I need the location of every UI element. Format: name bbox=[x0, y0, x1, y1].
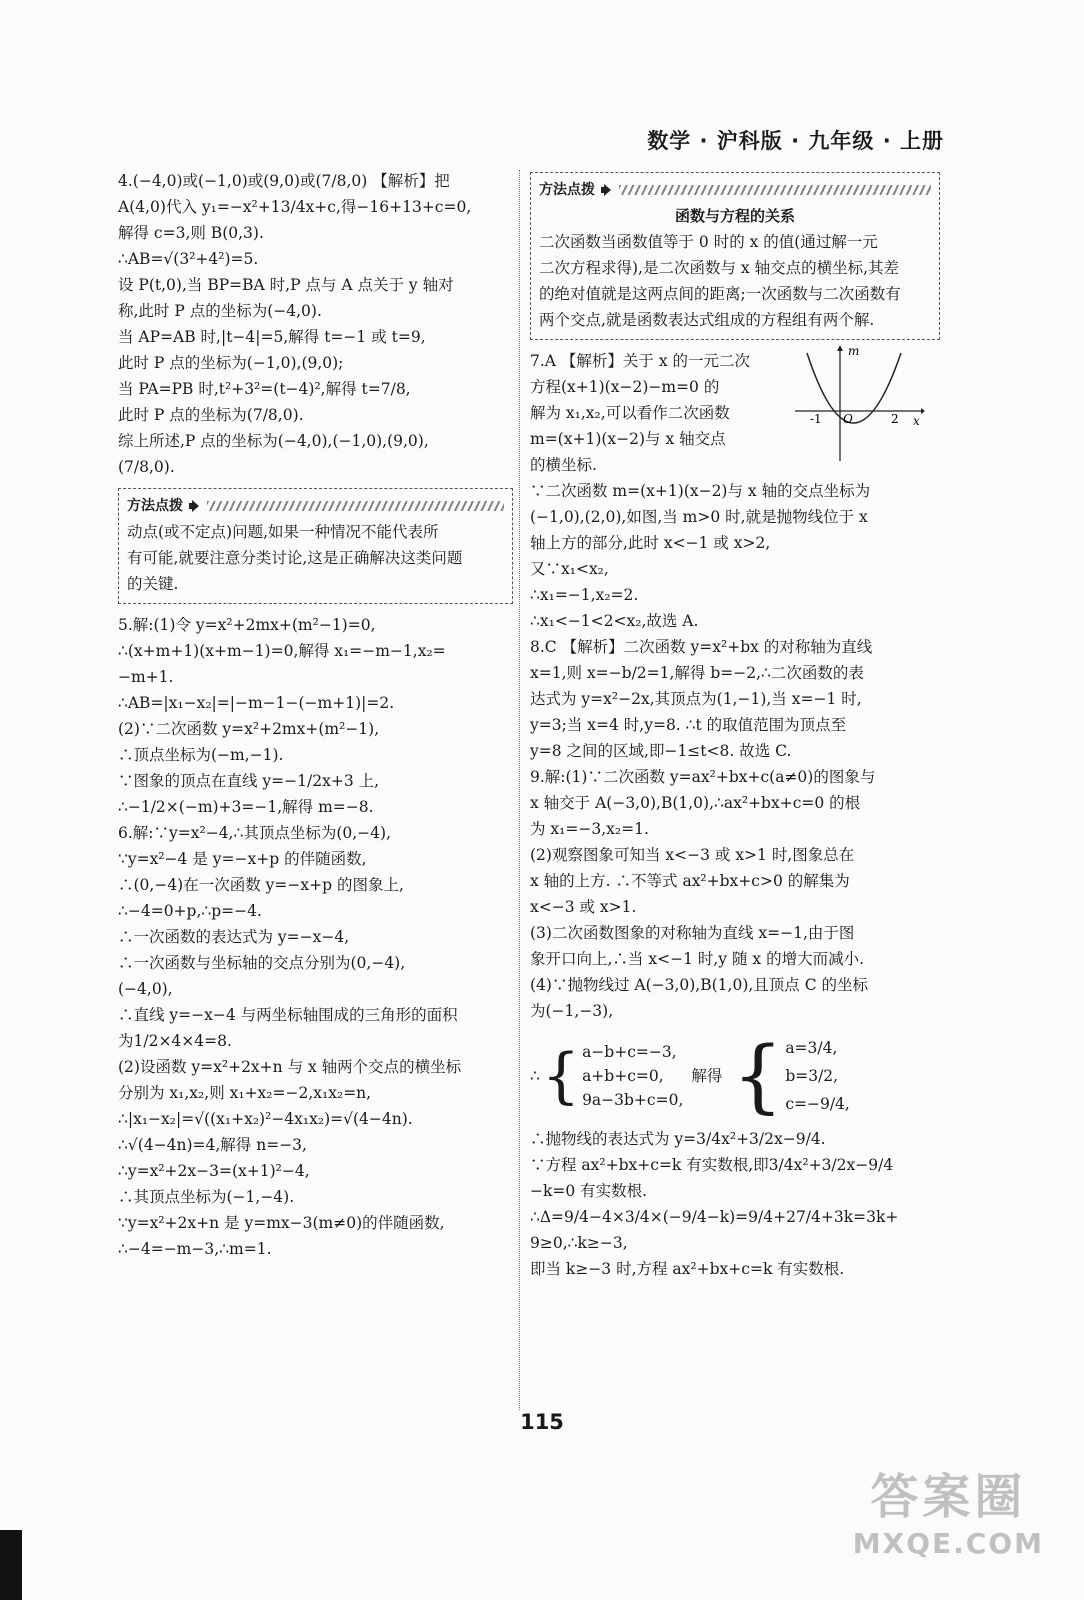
text-line: 4.(−4,0)或(−1,0)或(9,0)或(7/8,0) 【解析】把 bbox=[118, 172, 450, 190]
left-answers-b bbox=[118, 612, 513, 1262]
watermark-logo bbox=[853, 1458, 1044, 1560]
text-line: 综上所述,P 点的坐标为(−4,0),(−1,0),(9,0), bbox=[118, 432, 429, 450]
tip-rule bbox=[207, 501, 504, 511]
text-line: 的关键. bbox=[127, 575, 179, 593]
text-line: ∵y=x²−4 是 y=−x+p 的伴随函数, bbox=[118, 850, 367, 868]
text-line: b=3/2, bbox=[785, 1067, 839, 1085]
text-line: ∴−4=−m−3,∴m=1. bbox=[118, 1240, 272, 1258]
text-line: y=3;当 x=4 时,y=8. ∴t 的取值范围为顶点至 bbox=[530, 716, 847, 734]
text-line: x<−3 或 x>1. bbox=[530, 898, 637, 916]
text-line: x 轴的上方. ∴不等式 ax²+bx+c>0 的解集为 bbox=[530, 872, 850, 890]
left-answers-a bbox=[118, 168, 513, 480]
text-line: 轴上方的部分,此时 x<−1 或 x>2, bbox=[530, 534, 771, 552]
text-line: ∴√(4−4n)=4,解得 n=−3, bbox=[118, 1136, 307, 1154]
text-line: 5.解:(1)令 y=x²+2mx+(m²−1)=0, bbox=[118, 616, 376, 634]
page-binding-edge bbox=[0, 1530, 22, 1600]
left-column bbox=[118, 168, 513, 1262]
x-axis-arrow bbox=[921, 408, 925, 414]
equation-system: ∴ { a−b+c=−3, a+b+c=0, 9a−3b+c=0, 解得 { a=3/4, b=3/2, c=−9/4, bbox=[530, 1029, 850, 1122]
text-line: 的绝对值就是这两点间的距离;一次函数与二次函数有 bbox=[539, 285, 901, 303]
method-tip-box-2 bbox=[530, 172, 940, 340]
text-line: 9≥0,∴k≥−3, bbox=[530, 1234, 628, 1252]
text-line: a+b+c=0, bbox=[582, 1067, 664, 1085]
text-line: ∴(0,−4)在一次函数 y=−x+p 的图象上, bbox=[118, 876, 404, 894]
page-number: 115 bbox=[520, 1410, 564, 1434]
text-line: 9a−3b+c=0, bbox=[582, 1091, 684, 1109]
text-line: 8.C 【解析】二次函数 y=x²+bx 的对称轴为直线 bbox=[530, 638, 873, 656]
solve-label: 解得 bbox=[691, 1067, 723, 1085]
tip-title: 方法点拨 bbox=[127, 498, 183, 514]
text-line: 的横坐标. bbox=[530, 456, 597, 474]
text-line: c=−9/4, bbox=[785, 1095, 850, 1113]
text-line: (2)设函数 y=x²+2x+n 与 x 轴两个交点的横坐标 bbox=[118, 1058, 462, 1076]
text-line: (4)∵抛物线过 A(−3,0),B(1,0),且顶点 C 的坐标 bbox=[530, 976, 869, 994]
text-line: y=8 之间的区域,即−1≤t<8. 故选 C. bbox=[530, 742, 792, 760]
text-line: (−4,0), bbox=[118, 980, 173, 998]
text-line: 达式为 y=x²−2x,其顶点为(1,−1),当 x=−1 时, bbox=[530, 690, 862, 708]
tip-text bbox=[127, 519, 504, 597]
text-line: 二次方程求得),是二次函数与 x 轴交点的横坐标,其差 bbox=[539, 259, 899, 277]
text-line: 两个交点,就是函数表达式组成的方程组有两个解. bbox=[539, 311, 875, 329]
text-line: 为1/2×4×4=8. bbox=[118, 1032, 232, 1050]
tip-rule bbox=[619, 185, 931, 195]
text-line: 称,此时 P 点的坐标为(−4,0). bbox=[118, 302, 322, 320]
text-line: 又∵x₁<x₂, bbox=[530, 560, 609, 578]
text-line: ∴−1/2×(−m)+3=−1,解得 m=−8. bbox=[118, 798, 374, 816]
tip-heading: 函数与方程的关系 bbox=[674, 207, 795, 225]
text-line: 即当 k≥−3 时,方程 ax²+bx+c=k 有实数根. bbox=[530, 1260, 845, 1278]
watermark-text: 答案圈 bbox=[870, 1469, 1027, 1525]
text-line: ∴顶点坐标为(−m,−1). bbox=[118, 746, 284, 764]
watermark-url: MXQE.COM bbox=[852, 1527, 1044, 1560]
text-line: 分别为 x₁,x₂,则 x₁+x₂=−2,x₁x₂=n, bbox=[118, 1084, 372, 1102]
text-line: ∵y=x²+2x+n 是 y=mx−3(m≠0)的伴随函数, bbox=[118, 1214, 445, 1232]
text-line: ∴(x+m+1)(x+m−1)=0,解得 x₁=−m−1,x₂= bbox=[118, 642, 446, 660]
text-line: 设 P(t,0),当 BP=BA 时,P 点与 A 点关于 y 轴对 bbox=[118, 276, 454, 294]
text-line: 二次函数当函数值等于 0 时的 x 的值(通过解一元 bbox=[539, 233, 878, 251]
text-line: ∴一次函数与坐标轴的交点分别为(0,−4), bbox=[118, 954, 406, 972]
text-line: a−b+c=−3, bbox=[582, 1043, 677, 1061]
text-line: 有可能,就要注意分类讨论,这是正确解决这类问题 bbox=[127, 549, 463, 567]
text-line: ∵图象的顶点在直线 y=−1/2x+3 上, bbox=[118, 772, 380, 790]
text-line: 此时 P 点的坐标为(7/8,0). bbox=[118, 406, 304, 424]
m-axis-arrow bbox=[837, 345, 843, 351]
text-line: ∴一次函数的表达式为 y=−x−4, bbox=[118, 928, 350, 946]
text-line: 6.解:∵y=x²−4,∴其顶点坐标为(0,−4), bbox=[118, 824, 392, 842]
text-line: ∴其顶点坐标为(−1,−4). bbox=[118, 1188, 295, 1206]
text-line: ∵方程 ax²+bx+c=k 有实数根,即3/4x²+3/2x−9/4 bbox=[530, 1156, 894, 1174]
text-line: 9.解:(1)∵二次函数 y=ax²+bx+c(a≠0)的图象与 bbox=[530, 768, 876, 786]
text-line: (−1,0),(2,0),如图,当 m>0 时,就是抛物线位于 x bbox=[530, 508, 868, 526]
text-line: 此时 P 点的坐标为(−1,0),(9,0); bbox=[118, 354, 344, 372]
text-line: 动点(或不定点)问题,如果一种情况不能代表所 bbox=[127, 523, 439, 541]
text-line: −k=0 有实数根. bbox=[530, 1182, 648, 1200]
text-line: (7/8,0). bbox=[118, 458, 175, 476]
system-left bbox=[582, 1040, 683, 1112]
column-divider bbox=[519, 170, 520, 1410]
text-line: ∴−4=0+p,∴p=−4. bbox=[118, 902, 262, 920]
speaker-icon bbox=[601, 184, 613, 196]
tip-text-2 bbox=[539, 229, 931, 333]
text-line: 当 AP=AB 时,|t−4|=5,解得 t=−1 或 t=9, bbox=[118, 328, 426, 346]
text-line: m=(x+1)(x−2)与 x 轴交点 bbox=[530, 430, 726, 448]
x-axis-label: x bbox=[913, 414, 920, 428]
right-column bbox=[530, 172, 940, 1282]
text-line: ∴x₁=−1,x₂=2. bbox=[530, 586, 639, 604]
text-line: ∴Δ=9/4−4×3/4×(−9/4−k)=9/4+27/4+3k=3k+ bbox=[530, 1208, 899, 1226]
text-line: ∴直线 y=−x−4 与两坐标轴围成的三角形的面积 bbox=[118, 1006, 458, 1024]
text-line: −m+1. bbox=[118, 668, 174, 686]
tick-2: 2 bbox=[891, 412, 899, 426]
text-line: 7.A 【解析】关于 x 的一元二次 bbox=[530, 352, 751, 370]
text-line: 为 x₁=−3,x₂=1. bbox=[530, 820, 649, 838]
speaker-icon bbox=[189, 500, 201, 512]
method-tip-box bbox=[118, 488, 513, 604]
text-line: (3)二次函数图象的对称轴为直线 x=−1,由于图 bbox=[530, 924, 855, 942]
text-line: ∴AB=|x₁−x₂|=|−m−1−(−m+1)|=2. bbox=[118, 694, 395, 712]
text-line: 当 PA=PB 时,t²+3²=(t−4)²,解得 t=7/8, bbox=[118, 380, 411, 398]
text-line: ∴y=x²+2x−3=(x+1)²−4, bbox=[118, 1162, 310, 1180]
text-line: ∴AB=√(3²+4²)=5. bbox=[118, 250, 259, 268]
tip-title-2: 方法点拨 bbox=[539, 182, 595, 198]
m-axis-label: m bbox=[848, 344, 860, 358]
text-line: ∴|x₁−x₂|=√((x₁+x₂)²−4x₁x₂)=√(4−4n). bbox=[118, 1110, 413, 1128]
text-line: ∴x₁<−1<2<x₂,故选 A. bbox=[530, 612, 699, 630]
origin-label: O bbox=[843, 412, 853, 426]
therefore-symbol: ∴ bbox=[530, 1067, 540, 1085]
text-line: x 轴交于 A(−3,0),B(1,0),∴ax²+bx+c=0 的根 bbox=[530, 794, 861, 812]
tick-neg1: -1 bbox=[810, 412, 822, 426]
system-right bbox=[785, 1034, 850, 1118]
text-line: 为(−1,−3), bbox=[530, 1002, 614, 1020]
text-line: (2)观察图象可知当 x<−3 或 x>1 时,图象总在 bbox=[530, 846, 855, 864]
text-line: 象开口向上,∴当 x<−1 时,y 随 x 的增大而减小. bbox=[530, 950, 864, 968]
text-line: x=1,则 x=−b/2=1,解得 b=−2,∴二次函数的表 bbox=[530, 664, 864, 682]
text-line: A(4,0)代入 y₁=−x²+13/4x+c,得−16+13+c=0, bbox=[118, 198, 472, 216]
text-line: ∵二次函数 m=(x+1)(x−2)与 x 轴的交点坐标为 bbox=[530, 482, 871, 500]
text-line: ∴抛物线的表达式为 y=3/4x²+3/2x−9/4. bbox=[530, 1130, 826, 1148]
parabola-graph bbox=[795, 343, 925, 463]
text-line: 解为 x₁,x₂,可以看作二次函数 bbox=[530, 404, 730, 422]
text-line: a=3/4, bbox=[785, 1039, 838, 1057]
page-header: 数学 · 沪科版 · 九年级 · 上册 bbox=[647, 129, 944, 153]
text-line: (2)∵二次函数 y=x²+2mx+(m²−1), bbox=[118, 720, 380, 738]
right-answers-b bbox=[530, 1126, 940, 1282]
text-line: 解得 c=3,则 B(0,3). bbox=[118, 224, 264, 242]
text-line: 方程(x+1)(x−2)−m=0 的 bbox=[530, 378, 720, 396]
